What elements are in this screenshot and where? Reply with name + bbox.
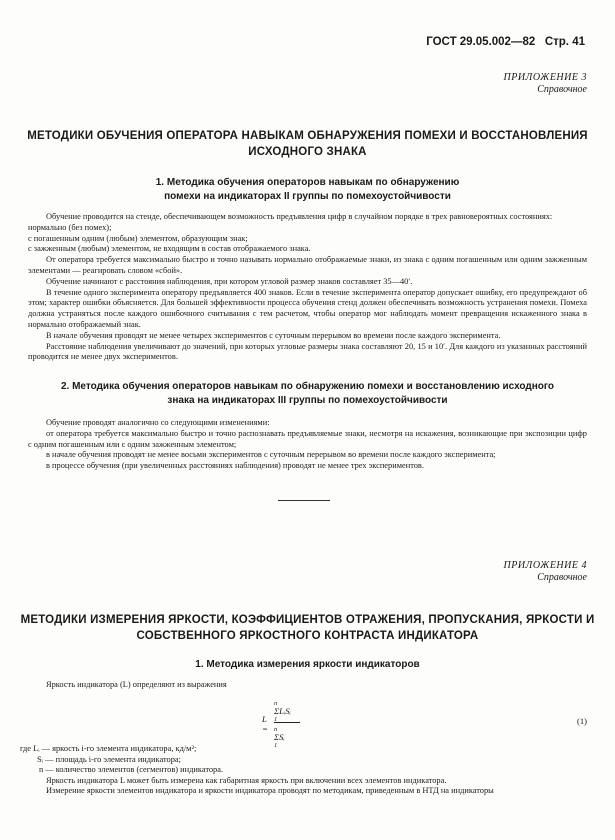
paragraph: Обучение проводят аналогично со следующими изменениями: [46,418,270,427]
section-1-title-line1: МЕТОДИКИ ОБУЧЕНИЯ ОПЕРАТОРА НАВЫКАМ ОБНАРУЖЕНИЯ ПОМЕХИ И ВОССТАНОВЛЕНИЯ [27,130,588,142]
paragraph: В течение одного эксперимента оператору предъявляется 400 знаков. Если в течение эксперимента оператор допускает ошибку, его предупреждают об этом; характер ошибки объясняется. Для большей эффективности процесса обучения стенд должен обеспечивать возможность устранения помехи. Помеха должна устраняться после каждого ошибочного считывания с тем расчетом, чтобы оператор мог наблюдать момент превращения искаженного знака в нормально отображаемый знак. [28,287,587,329]
section-divider [278,500,330,501]
paragraph: Обучение проводится на стенде, обеспечивающем возможность предъявления цифр в случайном порядке в трех равновероятных состояниях: [46,212,553,221]
paragraph: от оператора требуется максимально быстро и точно распознавать предъявляемые знаки, несмотря на искажения, возникающие при экспозиции цифр с одним погашенным или с одним зажженным элементом; [28,428,587,449]
fraction-bar [274,722,300,723]
appendix-3-name: ПРИЛОЖЕНИЕ 3 [503,72,587,83]
subsection-1-2-title-line1: 2. Методика обучения операторов навыкам по обнаружению помехи и восстановлению исходного [60,381,555,392]
paragraph: с зажженным (любым) элементом, не входящим в состав отображаемого знака. [28,244,311,254]
page-number: Стр. 41 [544,36,585,48]
section-2-title-line2: СОБСТВЕННОГО ЯРКОСТНОГО КОНТРАСТА ИНДИКАТОРА [136,630,479,642]
appendix-3-label [504,72,588,96]
paragraph: Яркость индикатора L может быть измерена как габаритная яркость при включении всех элементов индикатора. [46,775,447,785]
appendix-3-status: Справочное [537,84,587,95]
paragraph: с погашенным одним (любым) элементом, образующим знак; [28,233,248,243]
paragraph: В начале обучения проводят не менее четырех экспериментов с суточным перерывом во времени после каждого эксперимента. [46,330,501,340]
legend-line: где Lᵢ — яркость i-го элемента индикатора, кд/м²; [20,744,197,753]
paragraph: в процессе обучения (при увеличенных расстояниях наблюдения) проводят не менее трех экспериментов. [46,461,424,471]
subsection-1-2-title [20,380,595,408]
section-1-title [20,128,595,160]
paragraph: Расстояние наблюдения увеличивают до значений, при которых угловые размеры знака составляют 20, 15 и 10′. Для каждого из указанных расстояний проводится не менее двух экспериментов. [28,341,587,362]
subsection-1-1-title-line2: помехи на индикаторах II группы по помехоустойчивости [164,191,451,202]
section-1-title-line2: ИСХОДНОГО ЗНАКА [248,146,367,158]
formula-upper-limit: n [274,700,278,707]
formula-upper-limit-denominator: n [274,726,278,733]
subsection-1-2-title-line2: знака на индикаторах III группы по помехоустойчивости [167,395,448,406]
equation-number: (1) [576,716,587,726]
formula-numerator: ΣLᵢSᵢ [274,706,291,716]
subsection-1-1-body [28,212,587,363]
subsection-1-1-title-line1: 1. Методика обучения операторов навыкам по обнаружению [155,177,460,188]
appendix-4-label [504,560,588,584]
appendix-4-name: ПРИЛОЖЕНИЕ 4 [503,560,587,571]
gost-number: ГОСТ 29.05.002—82 [426,36,536,48]
subsection-2-1-title: 1. Методика измерения яркости индикаторов [195,659,420,670]
formula-lower-limit-denominator: 1 [274,742,278,749]
section-2-title [20,612,595,644]
formula-lhs: L = [262,714,268,734]
paragraph: Измерение яркости элементов индикатора и яркости индикатора проводят по методикам, приведенным в НТД на индикаторы [46,786,494,796]
appendix-4-status: Справочное [537,572,587,583]
paragraph: нормально (без помех); [28,222,112,232]
paragraph: Яркость индикатора (L) определяют из выражения [46,680,227,689]
formula-fraction [274,700,300,749]
formula-denominator: ΣSᵢ [274,732,285,742]
legend-line: n — количество элементов (сегментов) индикатора. [39,765,224,775]
formula-lower-limit: 1 [274,716,278,723]
paragraph: От оператора требуется максимально быстро и точно называть нормально отображаемые знаки, из знака с одним погашенным или одним зажженным элементами — реагировать словом «сбой». [28,255,587,275]
formula-legend [20,744,587,797]
paragraph: в начале обучения проводят не менее восьми экспериментов с суточным перерывом во времени после каждого эксперимента; [46,450,496,460]
paragraph: Обучение начинают с расстояния наблюдения, при котором угловой размер знаков составляет 35—40′. [46,276,413,286]
formula-intro [28,680,587,691]
subsection-1-2-body [28,418,587,472]
subsection-1-1-title [20,176,595,204]
section-2-title-line1: МЕТОДИКИ ИЗМЕРЕНИЯ ЯРКОСТИ, КОЭФФИЦИЕНТОВ ОТРАЖЕНИЯ, ПРОПУСКАНИЯ, ЯРКОСТИ И [20,614,595,626]
page-header [426,36,585,48]
legend-line: Sᵢ — площадь i-го элемента индикатора; [37,754,181,764]
